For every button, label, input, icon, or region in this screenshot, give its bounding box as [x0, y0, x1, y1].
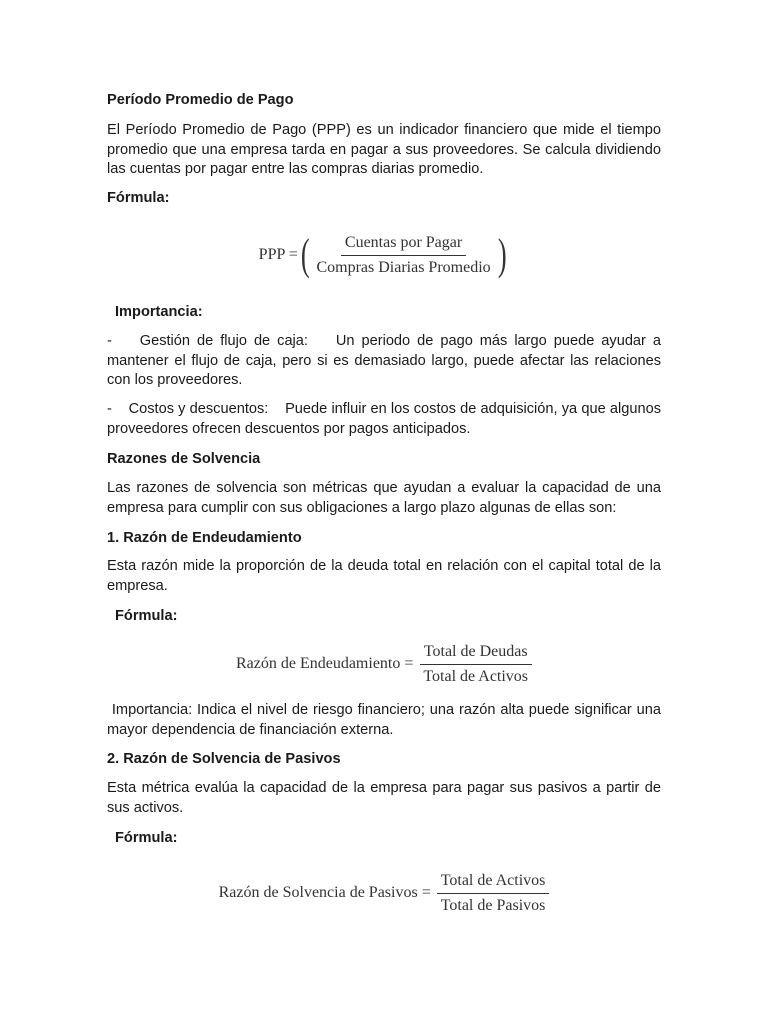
solvencia-intro-paragraph: Las razones de solvencia son métricas que ayudan a evaluar la capacidad de una empresa para cumplir con sus obligaciones a largo plazo algunas de ellas son:: [107, 480, 661, 516]
ratio1-importance: Importancia: Indica el nivel de riesgo financiero; una razón alta puede significar una mayor dependencia de financiación externa.: [107, 702, 666, 738]
ppp-bullet-1-text: Un periodo de pago más largo puede ayudar a mantener el flujo de caja, pero si es demasiado largo, puede afectar las relaciones con los proveedores.: [107, 333, 666, 389]
ratio1-description: Esta razón mide la proporción de la deuda total en relación con el capital total de la empresa.: [107, 558, 661, 594]
left-paren-icon: (: [300, 230, 310, 279]
ppp-bullet-1-label: - Gestión de flujo de caja:: [107, 333, 336, 349]
ppp-formula-label: Fórmula:: [107, 190, 170, 206]
ratio2-formula-label: Fórmula:: [115, 830, 178, 846]
section-title-ppp: Período Promedio de Pago: [107, 92, 294, 108]
ppp-bullet-1: [107, 332, 666, 391]
ratio2-formula-lhs: Razón de Solvencia de Pasivos =: [218, 884, 431, 902]
ratio2-formula: [107, 870, 661, 916]
ratio1-formula-lhs: Razón de Endeudamiento =: [235, 655, 414, 673]
ppp-formula: [107, 230, 661, 280]
ratio1-numerator: Total de Deudas: [420, 642, 532, 665]
ppp-numerator: Cuentas por Pagar: [341, 233, 466, 256]
ratio2-description: Esta métrica evalúa la capacidad de la empresa para pagar sus pasivos a partir de sus activos.: [107, 780, 661, 816]
right-paren-icon: ): [497, 230, 507, 279]
ratio1-denominator: Total de Activos: [423, 667, 529, 685]
ratio2-fraction: [437, 871, 550, 915]
ratio1-title: 1. Razón de Endeudamiento: [107, 530, 302, 546]
ppp-bullet-2-label: - Costos y descuentos:: [107, 401, 286, 417]
ppp-intro-paragraph: El Período Promedio de Pago (PPP) es un indicador financiero que mide el tiempo promedio que una empresa tarda en pagar a sus proveedores. Se calcula dividiendo las cuentas por pagar entre las compras diarias promedio.: [107, 122, 661, 178]
ppp-bullet-2: [107, 400, 666, 439]
ppp-denominator: Compras Diarias Promedio: [316, 258, 491, 276]
ratio2-denominator: Total de Pasivos: [440, 896, 546, 914]
ppp-formula-lhs: PPP =: [258, 246, 298, 264]
section-title-solvencia: Razones de Solvencia: [107, 451, 261, 467]
ratio2-title: 2. Razón de Solvencia de Pasivos: [107, 751, 341, 767]
ratio2-numerator: Total de Activos: [437, 871, 550, 894]
ppp-bullet-2-text: Puede influir en los costos de adquisición, ya que algunos proveedores ofrecen descuentos por pagos anticipados.: [107, 401, 666, 437]
ratio1-formula: [107, 641, 661, 687]
ratio1-fraction: [419, 642, 532, 686]
ppp-fraction: [312, 233, 494, 277]
ppp-importance-label: Importancia:: [115, 304, 203, 320]
ratio1-formula-label: Fórmula:: [115, 608, 178, 624]
